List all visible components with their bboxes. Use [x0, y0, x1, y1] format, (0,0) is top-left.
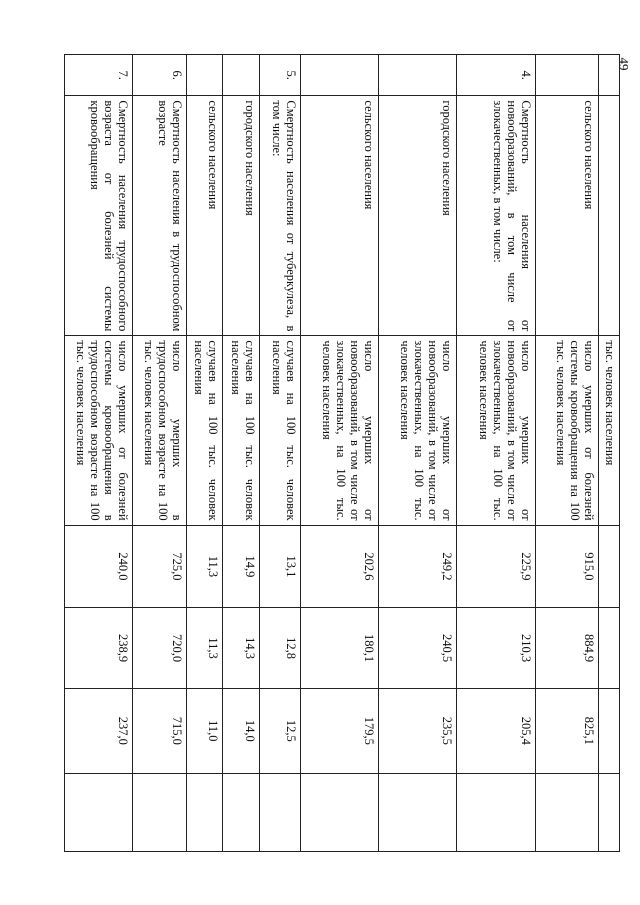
page-number: 49 — [616, 57, 632, 71]
row-number-cell: 6. — [132, 55, 186, 96]
row-number-cell: 7. — [65, 55, 133, 96]
value-3-cell: 237,0 — [65, 688, 133, 773]
empty-cell — [379, 773, 457, 851]
value-3-cell — [599, 688, 620, 773]
value-1-cell: 11,3 — [186, 525, 222, 608]
empty-cell — [186, 773, 222, 851]
table-row — [186, 55, 222, 852]
unit-cell: случаев на 100 тыс. человек населения — [223, 336, 259, 525]
row-number-cell — [599, 55, 620, 96]
indicator-cell: Смертность населения от туберкулеза, в том числе: — [259, 96, 300, 336]
table-row — [379, 55, 457, 852]
table-row — [223, 55, 259, 852]
row-number-cell — [535, 55, 598, 96]
value-2-cell — [599, 608, 620, 688]
empty-cell — [223, 773, 259, 851]
indicator-cell: сельского населения — [535, 96, 598, 336]
value-3-cell: 205,4 — [457, 688, 535, 773]
value-3-cell: 179,5 — [300, 688, 378, 773]
value-2-cell: 884,9 — [535, 608, 598, 688]
empty-cell — [457, 773, 535, 851]
empty-cell — [599, 773, 620, 851]
indicator-cell: Смертность населения трудоспособного возраста от болезней системы кровообращения — [65, 96, 133, 336]
row-number-cell — [300, 55, 378, 96]
indicator-cell: сельского населения — [300, 96, 378, 336]
table-row — [132, 55, 186, 852]
value-2-cell: 14,3 — [223, 608, 259, 688]
row-number-cell — [186, 55, 222, 96]
empty-cell — [535, 773, 598, 851]
value-2-cell: 720,0 — [132, 608, 186, 688]
indicator-cell — [599, 96, 620, 336]
value-1-cell: 13,1 — [259, 525, 300, 608]
unit-cell: число умерших от новообразований, в том числе от злокачественных, на 100 тыс. человек населения — [300, 336, 378, 525]
table-row — [65, 55, 133, 852]
unit-cell: тыс. человек населения — [599, 336, 620, 525]
value-3-cell: 235,5 — [379, 688, 457, 773]
indicator-table — [64, 54, 620, 852]
value-2-cell: 180,1 — [300, 608, 378, 688]
empty-cell — [132, 773, 186, 851]
value-3-cell: 11,0 — [186, 688, 222, 773]
value-3-cell: 14,0 — [223, 688, 259, 773]
empty-cell — [300, 773, 378, 851]
unit-cell: случаев на 100 тыс. человек населения — [259, 336, 300, 525]
indicator-cell: Смертность населения в трудоспособном возрасте — [132, 96, 186, 336]
unit-cell: число умерших в трудоспособном возрасте на 100 тыс. человек населения — [132, 336, 186, 525]
value-1-cell: 725,0 — [132, 525, 186, 608]
table-row — [457, 55, 535, 852]
value-3-cell: 12,5 — [259, 688, 300, 773]
value-2-cell: 12,8 — [259, 608, 300, 688]
value-2-cell: 210,3 — [457, 608, 535, 688]
value-1-cell: 240,0 — [65, 525, 133, 608]
unit-cell: число умерших от новообразований, в том числе от злокачественных, на 100 тыс. человек населения — [457, 336, 535, 525]
value-2-cell: 240,5 — [379, 608, 457, 688]
indicator-cell: городского населения — [379, 96, 457, 336]
value-2-cell: 11,3 — [186, 608, 222, 688]
unit-cell: случаев на 100 тыс. человек населения — [186, 336, 222, 525]
table-row — [259, 55, 300, 852]
value-1-cell: 225,9 — [457, 525, 535, 608]
value-1-cell: 915,0 — [535, 525, 598, 608]
value-1-cell: 202,6 — [300, 525, 378, 608]
empty-cell — [259, 773, 300, 851]
table-row — [599, 55, 620, 852]
value-1-cell — [599, 525, 620, 608]
row-number-cell: 4. — [457, 55, 535, 96]
row-number-cell — [379, 55, 457, 96]
indicator-cell: Смертность населения от новообразований, в том числе от злокачественных, в том числе: — [457, 96, 535, 336]
row-number-cell: 5. — [259, 55, 300, 96]
unit-cell: число умерших от новообразований, в том числе от злокачественных, на 100 тыс. человек населения — [379, 336, 457, 525]
indicator-cell: городского населения — [223, 96, 259, 336]
table-row — [300, 55, 378, 852]
unit-cell: число умерших от болезней системы кровообращения на 100 тыс. человек населения — [535, 336, 598, 525]
row-number-cell — [223, 55, 259, 96]
value-3-cell: 715,0 — [132, 688, 186, 773]
indicator-cell: сельского населения — [186, 96, 222, 336]
value-2-cell: 238,9 — [65, 608, 133, 688]
value-1-cell: 249,2 — [379, 525, 457, 608]
table-row — [535, 55, 598, 852]
value-1-cell: 14,9 — [223, 525, 259, 608]
unit-cell: число умерших от болезней системы кровообращения в трудоспособном возрасте на 100 тыс. человек населения — [65, 336, 133, 525]
value-3-cell: 825,1 — [535, 688, 598, 773]
empty-cell — [65, 773, 133, 851]
